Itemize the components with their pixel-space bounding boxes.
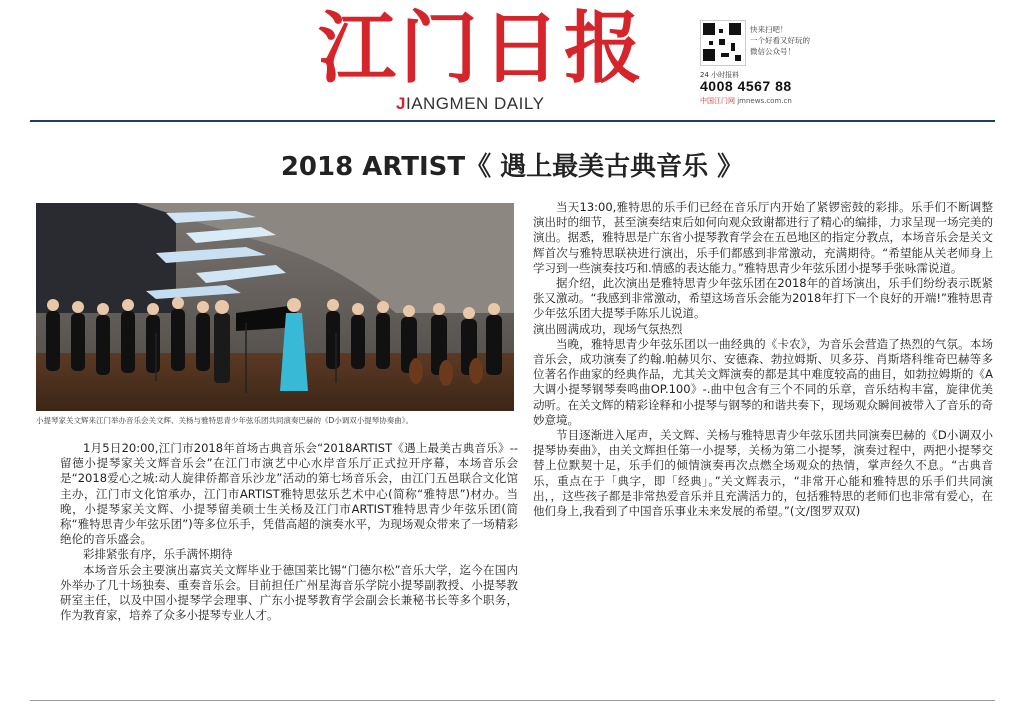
paragraph: 本场音乐会主要演出嘉宾关文辉毕业于德国莱比锡“门德尔松”音乐大学，迄今在国内外举办了几十场独奏、重奏音乐会。目前担任广州星海音乐学院小提琴副教授、小提琴教研室主任，以及中国小提琴学会理事、广东小提琴教育学会副会长兼秘书长等多个职务，作为教育家，培养了众多小提琴专业人才。 xyxy=(60,562,518,623)
hotline-label: 24 小时报料 xyxy=(700,71,740,79)
masthead xyxy=(0,0,1024,118)
section-subhead: 演出圆满成功，现场气氛热烈 xyxy=(533,321,683,336)
qr-promo-text xyxy=(750,24,830,57)
masthead-divider xyxy=(30,120,995,122)
qr-text-line-1: 快来扫吧！ xyxy=(750,25,788,34)
paragraph: 节目逐渐进入尾声，关文辉、关杨与雅特思青少年弦乐团共同演奏巴赫的《D小调双小提琴协奏曲》，由关文辉担任第一小提琴，关杨为第二小提琴，演奏过程中，两把小提琴交替上位默契十足，乐手们的倾情演奏再次点燃全场观众的热情，掌声经久不息。“古典音乐，重点在于「典字，即「经典」。”关文辉表示，“非常开心能和雅特思的乐手们共同演出，，这些孩子都是非常热爱音乐并且充满活力的，包括雅特思的老师们也非常有爱心，在他们身上,我看到了中国音乐事业未来发展的希望。”(文/图罗双双) xyxy=(533,428,993,519)
photo-caption: 小提琴家关文辉来江门举办音乐会关文辉、关杨与雅特思青少年弦乐团共同演奏巴赫的《D小调双小提琴协奏曲》。 xyxy=(36,416,414,425)
qr-code-icon xyxy=(700,20,746,66)
paragraph: 当晚，雅特思青少年弦乐团以一曲经典的《卡农》，为音乐会营造了热烈的气氛。本场音乐会，成功演奏了约翰.帕赫贝尔、安德森、勃拉姆斯、贝多芬、肖斯塔科维奇巴赫等多位著名作曲家的经典作品，尤其关文辉演奏的都是其中难度较高的曲目，如勃拉姆斯的《A大调小提琴钢琴奏鸣曲OP.100》-.曲中包含有三个不同的乐章，音乐结构丰富，旋律优美动听。在关文辉的精彩诠释和小提琴与钢琴的和谐共奏下，现场观众瞬间被带入了音乐的奇妙意境。 xyxy=(533,336,993,427)
newspaper-logo: 江门日报 xyxy=(318,3,647,94)
qr-text-line-2: 一个好看又好玩的 xyxy=(750,36,810,45)
concert-photo xyxy=(36,203,514,411)
section-subhead: 彩排紧张有序，乐手满怀期待 xyxy=(83,547,233,562)
logo-mark: J xyxy=(396,94,406,113)
concert-photo-illustration xyxy=(36,203,514,411)
english-name-text: IANGMEN DAILY xyxy=(405,94,545,113)
site-url: jmnews.com.cn xyxy=(737,97,792,105)
page-bottom-divider xyxy=(30,700,995,701)
site-info xyxy=(700,96,792,106)
site-name: 中国江门网 xyxy=(700,97,735,105)
qr-text-line-3: 微信公众号！ xyxy=(750,47,795,56)
article-headline: 2018 ARTIST《 遇上最美古典音乐 》 xyxy=(280,152,744,182)
paragraph: 据介绍，此次演出是雅特思青少年弦乐团在2018年的首场演出，乐手们纷纷表示既紧张又激动。“我感到非常激动，希望这场音乐会能为2018年打下一个良好的开端!”雅特思青少年弦乐团大提琴手陈乐儿说道。 xyxy=(533,276,993,321)
article-right-column xyxy=(533,200,993,519)
article-left-column xyxy=(60,441,518,623)
paragraph: 当天13:00,雅特思的乐手们已经在音乐厅内开始了紧锣密鼓的彩排。乐手们不断调整演出时的细节，甚至演奏结束后如何向观众致谢都进行了精心的编排，力求呈现一场完美的演出。据悉，雅特思是广东省小提琴教育学会在五邑地区的指定分教点，本场音乐会是关文辉首次与雅特思联袂进行演出，乐手们都感到非常激动，充满期待。“希望能从关老师身上学习到一些演奏技巧和.情感的表达能力。”雅特思青少年弦乐团小提琴手张咏霈说道。 xyxy=(533,200,993,275)
hotline-number: 4008 4567 88 xyxy=(700,78,792,94)
newspaper-english-name xyxy=(396,94,544,114)
paragraph: 1月5日20:00,江门市2018年首场古典音乐会“2018ARTIST《遇上最美古典音乐》--留德小提琴家关文辉音乐会”在江门市演艺中心水岸音乐厅正式拉开序幕，本场音乐会是“2018爱心之城:动人旋律侨都音乐沙龙”活动的第七场音乐会，由江门五邑联合文化馆主办，江门市文化馆承办，江门市ARTIST雅特思弦乐艺术中心(简称“雅特思”)材办。当晚，小提琴家关文辉、小提琴留美硕士生关杨及江门市ARTIST雅特思青少年弦乐团(简称“雅特思青少年弦乐团”)等多位乐手，凭借高超的演奏水平，为现场观众带来了一场精彩绝伦的音乐盛会。 xyxy=(60,441,518,547)
